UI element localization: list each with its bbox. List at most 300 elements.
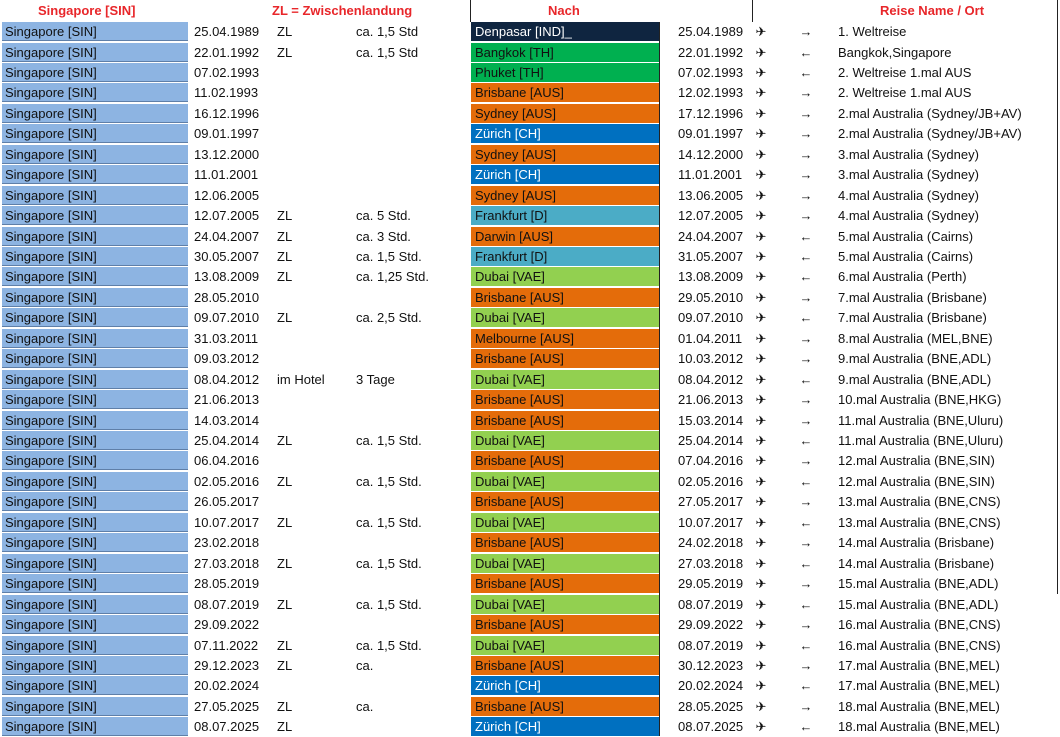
arrival-date: 08.07.2019	[678, 637, 744, 653]
departure-date: 28.05.2019	[194, 576, 260, 592]
arrival-date: 25.04.2014	[678, 433, 744, 448]
arrival-date: 31.05.2007	[678, 248, 744, 264]
trip-name: 4.mal Australia (Sydney)	[838, 187, 979, 203]
direction-arrow-icon: ←	[799, 371, 813, 387]
header-origin: Singapore [SIN]	[38, 3, 136, 18]
arrival-date: 02.05.2016	[678, 473, 744, 489]
trip-name: 5.mal Australia (Cairns)	[838, 248, 974, 264]
direction-arrow-icon: →	[799, 126, 813, 142]
origin-cell: Singapore [SIN]	[2, 267, 188, 286]
plane-icon: ✈	[755, 473, 767, 489]
table-row	[0, 595, 1060, 615]
departure-date: 02.05.2016	[194, 473, 260, 489]
plane-icon: ✈	[755, 289, 767, 305]
table-row	[0, 513, 1060, 533]
trip-name: 2. Weltreise 1.mal AUS	[838, 85, 972, 101]
direction-arrow-icon: →	[799, 105, 813, 121]
stopover-flag	[277, 411, 355, 430]
plane-icon: ✈	[755, 330, 767, 346]
origin-cell: Singapore [SIN]	[2, 554, 188, 573]
departure-date: 09.07.2010	[194, 310, 260, 326]
stopover-flag	[277, 451, 355, 470]
plane-icon: ✈	[755, 453, 767, 469]
direction-arrow-icon: ←	[799, 555, 813, 571]
origin-cell: Singapore [SIN]	[2, 451, 188, 470]
trip-name: 1. Weltreise	[838, 24, 907, 39]
arrival-date: 12.02.1993	[678, 85, 744, 101]
origin-cell: Singapore [SIN]	[2, 22, 188, 41]
departure-date: 07.11.2022	[194, 637, 259, 653]
arrival-date: 24.04.2007	[678, 228, 744, 244]
arrival-date: 25.04.1989	[678, 24, 744, 39]
arrival-date: 22.01.1992	[678, 44, 744, 60]
origin-cell: Singapore [SIN]	[2, 145, 188, 164]
table-row	[0, 615, 1060, 635]
table-row	[0, 227, 1060, 247]
departure-date: 13.08.2009	[194, 269, 260, 285]
header-zl: ZL = Zwischenlandung	[272, 3, 413, 18]
trip-name: 12.mal Australia (BNE,SIN)	[838, 473, 995, 489]
trip-name: 8.mal Australia (MEL,BNE)	[838, 330, 993, 346]
direction-arrow-icon: ←	[799, 269, 813, 285]
table-row	[0, 145, 1060, 165]
stopover-flag: ZL	[277, 637, 293, 653]
direction-arrow-icon: →	[799, 412, 813, 428]
table-row	[0, 22, 1060, 42]
arrival-date: 17.12.1996	[678, 105, 744, 121]
table-row	[0, 370, 1060, 390]
stopover-flag	[277, 390, 355, 409]
stopover-flag: ZL	[277, 208, 293, 223]
stopover-flag	[277, 165, 355, 184]
plane-icon: ✈	[755, 555, 767, 571]
trip-name: 7.mal Australia (Brisbane)	[838, 310, 987, 326]
departure-date: 09.03.2012	[194, 351, 260, 367]
table-row	[0, 349, 1060, 369]
arrival-date: 09.07.2010	[678, 310, 744, 326]
plane-icon: ✈	[755, 126, 767, 142]
stopover-flag	[277, 349, 355, 368]
plane-icon: ✈	[755, 596, 767, 612]
plane-icon: ✈	[755, 105, 767, 121]
departure-date: 27.05.2025	[194, 698, 260, 714]
stopover-duration	[356, 83, 466, 102]
destination-cell: Phuket [TH]	[471, 63, 659, 82]
arrival-date: 29.05.2010	[678, 289, 744, 305]
trip-name: 11.mal Australia (BNE,Uluru)	[838, 412, 1004, 428]
table-row	[0, 104, 1060, 124]
trip-name: 11.mal Australia (BNE,Uluru)	[838, 433, 1004, 448]
stopover-flag: ZL	[277, 248, 293, 264]
origin-cell: Singapore [SIN]	[2, 43, 188, 62]
table-row	[0, 186, 1060, 206]
trip-name: 14.mal Australia (Brisbane)	[838, 555, 995, 571]
destination-cell: Melbourne [AUS]	[471, 329, 659, 348]
destination-cell: Sydney [AUS]	[471, 104, 659, 123]
departure-date: 26.05.2017	[194, 494, 260, 510]
stopover-duration	[356, 329, 466, 348]
trip-name: 10.mal Australia (BNE,HKG)	[838, 392, 1002, 408]
table-row	[0, 247, 1060, 267]
origin-cell: Singapore [SIN]	[2, 697, 188, 716]
plane-icon: ✈	[755, 248, 767, 264]
destination-cell: Brisbane [AUS]	[471, 349, 659, 368]
origin-cell: Singapore [SIN]	[2, 411, 188, 430]
stopover-duration: ca. 1,5 Std.	[356, 555, 422, 571]
origin-cell: Singapore [SIN]	[2, 124, 188, 143]
stopover-duration	[356, 411, 466, 430]
stopover-duration: ca. 1,5 Std.	[356, 637, 422, 653]
stopover-duration	[356, 349, 466, 368]
stopover-duration: ca. 5 Std.	[356, 208, 411, 223]
stopover-flag: ZL	[277, 596, 293, 612]
direction-arrow-icon: ←	[799, 473, 813, 489]
plane-icon: ✈	[755, 412, 767, 428]
stopover-flag: ZL	[277, 433, 293, 448]
trip-name: 7.mal Australia (Brisbane)	[838, 289, 987, 305]
table-row	[0, 267, 1060, 287]
destination-cell: Zürich [CH]	[471, 717, 659, 736]
trip-name: 15.mal Australia (BNE,ADL)	[838, 596, 999, 612]
departure-date: 24.04.2007	[194, 228, 260, 244]
destination-cell: Sydney [AUS]	[471, 186, 659, 205]
direction-arrow-icon: ←	[799, 596, 813, 612]
table-row	[0, 124, 1060, 144]
origin-cell: Singapore [SIN]	[2, 349, 188, 368]
departure-date: 16.12.1996	[194, 105, 260, 121]
destination-cell: Brisbane [AUS]	[471, 615, 659, 634]
departure-date: 29.12.2023	[194, 657, 260, 673]
departure-date: 11.01.2001	[194, 167, 259, 183]
table-row	[0, 492, 1060, 512]
plane-icon: ✈	[755, 678, 767, 694]
origin-cell: Singapore [SIN]	[2, 492, 188, 511]
direction-arrow-icon: →	[799, 698, 813, 714]
stopover-duration	[356, 533, 466, 552]
origin-cell: Singapore [SIN]	[2, 472, 188, 491]
table-row	[0, 656, 1060, 676]
trip-name: 6.mal Australia (Perth)	[838, 269, 967, 285]
origin-cell: Singapore [SIN]	[2, 206, 188, 225]
arrival-date: 29.05.2019	[678, 576, 744, 592]
trip-name: 18.mal Australia (BNE,MEL)	[838, 698, 1000, 714]
plane-icon: ✈	[755, 44, 767, 60]
stopover-duration	[356, 145, 466, 164]
table-row	[0, 288, 1060, 308]
stopover-duration: ca. 1,25 Std.	[356, 269, 429, 285]
table-row	[0, 717, 1060, 737]
origin-cell: Singapore [SIN]	[2, 595, 188, 614]
table-row	[0, 43, 1060, 63]
departure-date: 22.01.1992	[194, 44, 260, 60]
destination-cell: Brisbane [AUS]	[471, 411, 659, 430]
destination-cell: Brisbane [AUS]	[471, 574, 659, 593]
trip-name: 5.mal Australia (Cairns)	[838, 228, 974, 244]
stopover-flag: ZL	[277, 269, 293, 285]
trip-name: 18.mal Australia (BNE,MEL)	[838, 719, 1000, 735]
direction-arrow-icon: ←	[799, 44, 813, 60]
plane-icon: ✈	[755, 146, 767, 162]
origin-cell: Singapore [SIN]	[2, 104, 188, 123]
table-row	[0, 472, 1060, 492]
destination-cell: Dubai [VAE]	[471, 513, 659, 532]
destination-cell: Brisbane [AUS]	[471, 656, 659, 675]
stopover-flag	[277, 676, 355, 695]
trip-name: 13.mal Australia (BNE,CNS)	[838, 514, 1001, 530]
stopover-flag: ZL	[277, 719, 293, 735]
stopover-duration	[356, 492, 466, 511]
arrival-date: 08.07.2019	[678, 596, 744, 612]
stopover-flag	[277, 329, 355, 348]
plane-icon: ✈	[755, 24, 767, 39]
trip-name: 2. Weltreise 1.mal AUS	[838, 64, 972, 80]
table-row	[0, 554, 1060, 574]
stopover-flag	[277, 63, 355, 82]
arrival-date: 21.06.2013	[678, 392, 744, 408]
direction-arrow-icon: ←	[799, 310, 813, 326]
table-row	[0, 574, 1060, 594]
arrival-date: 30.12.2023	[678, 657, 744, 673]
stopover-flag: ZL	[277, 44, 293, 60]
stopover-flag	[277, 104, 355, 123]
stopover-duration	[356, 676, 466, 695]
departure-date: 14.03.2014	[194, 412, 260, 428]
origin-cell: Singapore [SIN]	[2, 165, 188, 184]
destination-cell: Dubai [VAE]	[471, 431, 659, 450]
stopover-flag	[277, 186, 355, 205]
plane-icon: ✈	[755, 514, 767, 530]
departure-date: 28.05.2010	[194, 289, 260, 305]
destination-cell: Zürich [CH]	[471, 165, 659, 184]
plane-icon: ✈	[755, 535, 767, 551]
direction-arrow-icon: →	[799, 85, 813, 101]
stopover-flag	[277, 288, 355, 307]
plane-icon: ✈	[755, 617, 767, 632]
stopover-flag: ZL	[277, 657, 293, 673]
stopover-flag: ZL	[277, 514, 293, 530]
stopover-duration: ca. 1,5 Std.	[356, 433, 422, 448]
stopover-flag: ZL	[277, 228, 293, 244]
departure-date: 08.07.2019	[194, 596, 260, 612]
table-row	[0, 308, 1060, 328]
origin-cell: Singapore [SIN]	[2, 83, 188, 102]
trip-name: 16.mal Australia (BNE,CNS)	[838, 617, 1001, 632]
arrival-date: 13.06.2005	[678, 187, 744, 203]
destination-cell: Bangkok [TH]	[471, 43, 659, 62]
column-border	[659, 22, 660, 736]
origin-cell: Singapore [SIN]	[2, 431, 188, 450]
plane-icon: ✈	[755, 698, 767, 714]
departure-date: 07.02.1993	[194, 64, 260, 80]
origin-cell: Singapore [SIN]	[2, 513, 188, 532]
trip-name: 3.mal Australia (Sydney)	[838, 146, 979, 162]
origin-cell: Singapore [SIN]	[2, 676, 188, 695]
trip-name: 4.mal Australia (Sydney)	[838, 208, 979, 223]
direction-arrow-icon: →	[799, 146, 813, 162]
destination-cell: Brisbane [AUS]	[471, 451, 659, 470]
plane-icon: ✈	[755, 351, 767, 367]
plane-icon: ✈	[755, 167, 767, 183]
departure-date: 25.04.2014	[194, 433, 260, 448]
departure-date: 31.03.2011	[194, 330, 259, 346]
arrival-date: 27.03.2018	[678, 555, 744, 571]
departure-date: 10.07.2017	[194, 514, 260, 530]
header-divider	[470, 0, 471, 22]
stopover-duration: ca. 1,5 Std	[356, 44, 419, 60]
arrival-date: 08.07.2025	[678, 719, 744, 735]
stopover-duration: ca. 1,5 Std.	[356, 596, 422, 612]
destination-cell: Brisbane [AUS]	[471, 492, 659, 511]
table-row	[0, 63, 1060, 83]
destination-cell: Sydney [AUS]	[471, 145, 659, 164]
table-row	[0, 411, 1060, 431]
stopover-flag	[277, 83, 355, 102]
direction-arrow-icon: →	[799, 453, 813, 469]
stopover-flag	[277, 574, 355, 593]
arrival-date: 28.05.2025	[678, 698, 744, 714]
departure-date: 11.02.1993	[194, 85, 259, 101]
plane-icon: ✈	[755, 269, 767, 285]
origin-cell: Singapore [SIN]	[2, 329, 188, 348]
stopover-duration: ca. 1,5 Std.	[356, 248, 422, 264]
table-row	[0, 697, 1060, 717]
arrival-date: 11.01.2001	[678, 167, 743, 183]
stopover-duration	[356, 124, 466, 143]
table-row	[0, 206, 1060, 226]
table-row	[0, 533, 1060, 553]
stopover-duration	[356, 390, 466, 409]
trip-name: 2.mal Australia (Sydney/JB+AV)	[838, 105, 1022, 121]
origin-cell: Singapore [SIN]	[2, 227, 188, 246]
arrival-date: 10.03.2012	[678, 351, 744, 367]
direction-arrow-icon: →	[799, 576, 813, 592]
departure-date: 29.09.2022	[194, 617, 260, 632]
stopover-flag: ZL	[277, 473, 293, 489]
trip-name: 12.mal Australia (BNE,SIN)	[838, 453, 995, 469]
stopover-duration: ca. 2,5 Std.	[356, 310, 422, 326]
destination-cell: Frankfurt [D]	[471, 247, 659, 266]
header-destination: Nach	[548, 3, 580, 18]
plane-icon: ✈	[755, 719, 767, 735]
table-row	[0, 451, 1060, 471]
stopover-flag: ZL	[277, 555, 293, 571]
stopover-duration: 3 Tage	[356, 371, 395, 387]
destination-cell: Dubai [VAE]	[471, 595, 659, 614]
plane-icon: ✈	[755, 637, 767, 653]
stopover-duration	[356, 451, 466, 470]
origin-cell: Singapore [SIN]	[2, 390, 188, 409]
plane-icon: ✈	[755, 371, 767, 387]
origin-cell: Singapore [SIN]	[2, 615, 188, 634]
destination-cell: Denpasar [IND]_	[471, 22, 659, 41]
trip-name: 9.mal Australia (BNE,ADL)	[838, 351, 992, 367]
plane-icon: ✈	[755, 494, 767, 510]
arrival-date: 07.02.1993	[678, 64, 744, 80]
table-row	[0, 329, 1060, 349]
direction-arrow-icon: ←	[799, 228, 813, 244]
departure-date: 09.01.1997	[194, 126, 260, 142]
destination-cell: Brisbane [AUS]	[471, 533, 659, 552]
stopover-duration	[356, 63, 466, 82]
stopover-duration	[356, 574, 466, 593]
arrival-date: 14.12.2000	[678, 146, 744, 162]
trip-name: 2.mal Australia (Sydney/JB+AV)	[838, 126, 1022, 142]
header-divider	[752, 0, 753, 22]
origin-cell: Singapore [SIN]	[2, 308, 188, 327]
stopover-flag: im Hotel	[277, 371, 325, 387]
destination-cell: Dubai [VAE]	[471, 636, 659, 655]
direction-arrow-icon: →	[799, 289, 813, 305]
direction-arrow-icon: →	[799, 24, 813, 39]
departure-date: 12.06.2005	[194, 187, 260, 203]
plane-icon: ✈	[755, 576, 767, 592]
origin-cell: Singapore [SIN]	[2, 186, 188, 205]
header-trip: Reise Name / Ort	[880, 3, 985, 18]
stopover-duration	[356, 104, 466, 123]
departure-date: 06.04.2016	[194, 453, 260, 469]
direction-arrow-icon: →	[799, 187, 813, 203]
direction-arrow-icon: ←	[799, 248, 813, 264]
origin-cell: Singapore [SIN]	[2, 288, 188, 307]
destination-cell: Brisbane [AUS]	[471, 697, 659, 716]
arrival-date: 07.04.2016	[678, 453, 744, 469]
arrival-date: 10.07.2017	[678, 514, 744, 530]
origin-cell: Singapore [SIN]	[2, 636, 188, 655]
plane-icon: ✈	[755, 64, 767, 80]
destination-cell: Zürich [CH]	[471, 676, 659, 695]
trip-name: 9.mal Australia (BNE,ADL)	[838, 371, 992, 387]
direction-arrow-icon: ←	[799, 64, 813, 80]
direction-arrow-icon: →	[799, 330, 813, 346]
stopover-duration: ca. 1,5 Std.	[356, 473, 422, 489]
origin-cell: Singapore [SIN]	[2, 717, 188, 736]
direction-arrow-icon: →	[799, 167, 813, 183]
destination-cell: Frankfurt [D]	[471, 206, 659, 225]
trip-name: 3.mal Australia (Sydney)	[838, 167, 979, 183]
direction-arrow-icon: →	[799, 535, 813, 551]
stopover-flag	[277, 533, 355, 552]
departure-date: 30.05.2007	[194, 248, 260, 264]
stopover-duration	[356, 288, 466, 307]
departure-date: 23.02.2018	[194, 535, 260, 551]
direction-arrow-icon: →	[799, 208, 813, 223]
direction-arrow-icon: ←	[799, 678, 813, 694]
plane-icon: ✈	[755, 228, 767, 244]
arrival-date: 20.02.2024	[678, 678, 744, 694]
trip-name: 17.mal Australia (BNE,MEL)	[838, 678, 1000, 694]
origin-cell: Singapore [SIN]	[2, 656, 188, 675]
plane-icon: ✈	[755, 85, 767, 101]
trip-name: 17.mal Australia (BNE,MEL)	[838, 657, 1000, 673]
plane-icon: ✈	[755, 208, 767, 223]
stopover-duration: ca. 1,5 Std.	[356, 514, 422, 530]
departure-date: 12.07.2005	[194, 208, 260, 223]
stopover-duration: ca.	[356, 657, 374, 673]
arrival-date: 29.09.2022	[678, 617, 744, 632]
table-row	[0, 165, 1060, 185]
stopover-duration: ca. 3 Std.	[356, 228, 411, 244]
arrival-date: 24.02.2018	[678, 535, 744, 551]
destination-cell: Brisbane [AUS]	[471, 83, 659, 102]
direction-arrow-icon: ←	[799, 514, 813, 530]
stopover-flag: ZL	[277, 310, 293, 326]
plane-icon: ✈	[755, 392, 767, 408]
destination-cell: Zürich [CH]	[471, 124, 659, 143]
trip-name: 16.mal Australia (BNE,CNS)	[838, 637, 1001, 653]
arrival-date: 01.04.2011	[678, 330, 743, 346]
stopover-duration	[356, 186, 466, 205]
departure-date: 08.07.2025	[194, 719, 260, 735]
